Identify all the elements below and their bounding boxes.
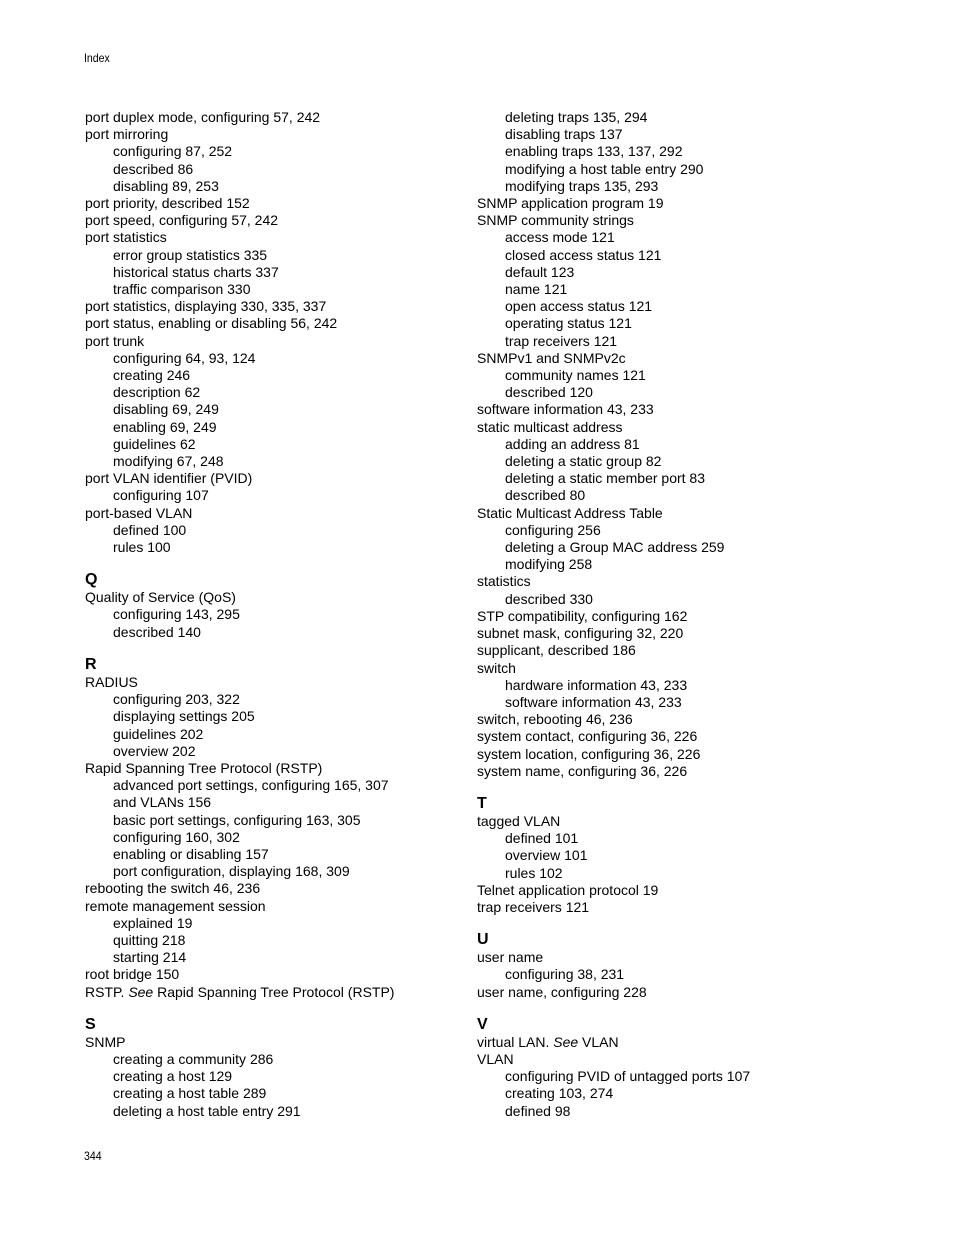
index-entry: static multicast address [477, 418, 623, 435]
index-entry: system name, configuring 36, 226 [477, 762, 688, 779]
index-entry: port status, enabling or disabling 56, 242 [85, 315, 338, 332]
index-subentry: operating status 121 [505, 315, 632, 332]
index-subentry: modifying traps 135, 293 [505, 177, 659, 194]
index-subentry: configuring 87, 252 [113, 143, 233, 160]
index-subentry: creating 103, 274 [505, 1085, 614, 1102]
section-letter: S [85, 1015, 96, 1033]
index-subentry: disabling 69, 249 [113, 401, 219, 418]
index-subentry: defined 98 [505, 1102, 571, 1119]
index-subentry: and VLANs 156 [113, 794, 212, 811]
index-subentry: modifying 258 [505, 556, 593, 573]
index-subentry: described 330 [505, 590, 593, 607]
index-subentry: modifying a host table entry 290 [505, 160, 704, 177]
index-entry: SNMPv1 and SNMPv2c [477, 349, 626, 366]
index-entry: trap receivers 121 [477, 898, 590, 915]
section-letter: U [477, 931, 489, 949]
index-subentry: described 140 [113, 623, 201, 640]
see-target: Rapid Spanning Tree Protocol (RSTP) [153, 983, 395, 1000]
index-subentry: creating a host 129 [113, 1068, 233, 1085]
index-subentry: advanced port settings, configuring 165, 307 [113, 777, 389, 794]
section-letter: V [477, 1015, 488, 1033]
index-subentry: description 62 [113, 384, 201, 401]
index-subentry: deleting a host table entry 291 [113, 1102, 301, 1119]
index-subentry: configuring 203, 322 [113, 691, 240, 708]
see-keyword: See [553, 1033, 579, 1050]
index-entry: port trunk [85, 332, 145, 349]
index-subentry: overview 202 [113, 742, 196, 759]
index-subentry: port configuration, displaying 168, 309 [113, 863, 350, 880]
index-subentry: enabling or disabling 157 [113, 845, 269, 862]
index-subentry: enabling traps 133, 137, 292 [505, 143, 683, 160]
index-column-right [477, 109, 857, 1120]
index-subentry: described 80 [505, 487, 586, 504]
index-subentry: trap receivers 121 [505, 332, 618, 349]
index-subentry: name 121 [505, 281, 568, 298]
index-column-left [85, 109, 465, 1120]
page-header: Index [84, 51, 110, 65]
page-number: 344 [84, 1149, 102, 1163]
index-subentry: configuring PVID of untagged ports 107 [505, 1068, 751, 1085]
index-entry-see-reference [477, 1034, 857, 1051]
index-entry: port priority, described 152 [85, 195, 250, 212]
index-subentry: described 120 [505, 384, 593, 401]
index-subentry: creating 246 [113, 367, 191, 384]
index-subentry: explained 19 [113, 914, 193, 931]
index-entry: SNMP [85, 1033, 126, 1050]
index-subentry: configuring 160, 302 [113, 828, 240, 845]
index-subentry: disabling traps 137 [505, 126, 623, 143]
index-entry: port duplex mode, configuring 57, 242 [85, 109, 321, 125]
index-entry: user name [477, 949, 544, 966]
index-entry: SNMP application program 19 [477, 195, 664, 212]
index-subentry: configuring 38, 231 [505, 966, 625, 983]
index-subentry: adding an address 81 [505, 435, 640, 452]
index-entry: statistics [477, 573, 531, 590]
index-entry: user name, configuring 228 [477, 983, 647, 1000]
index-entry: SNMP community strings [477, 212, 634, 229]
index-subentry: configuring 143, 295 [113, 606, 240, 623]
index-entry: Rapid Spanning Tree Protocol (RSTP) [85, 759, 323, 776]
index-subentry: historical status charts 337 [113, 263, 279, 280]
index-entry: root bridge 150 [85, 966, 180, 983]
see-target: VLAN [578, 1033, 619, 1050]
index-subentry: creating a community 286 [113, 1050, 274, 1067]
index-entry: switch, rebooting 46, 236 [477, 711, 633, 728]
index-subentry: deleting traps 135, 294 [505, 109, 648, 125]
index-entry: RADIUS [85, 673, 138, 690]
index-subentry: creating a host table 289 [113, 1085, 267, 1102]
see-keyword: See [128, 983, 154, 1000]
index-entry: STP compatibility, configuring 162 [477, 607, 688, 624]
section-letter: R [85, 655, 97, 673]
index-subentry: hardware information 43, 233 [505, 676, 688, 693]
index-entry: VLAN [477, 1050, 514, 1067]
index-subentry: modifying 67, 248 [113, 453, 224, 470]
index-subentry: configuring 64, 93, 124 [113, 349, 256, 366]
index-subentry: defined 101 [505, 830, 579, 847]
index-subentry: overview 101 [505, 847, 588, 864]
see-prefix: virtual LAN. [477, 1033, 554, 1050]
index-entry: subnet mask, configuring 32, 220 [477, 625, 684, 642]
index-entry: port speed, configuring 57, 242 [85, 212, 279, 229]
index-subentry: software information 43, 233 [505, 693, 682, 710]
section-letter: Q [85, 571, 98, 589]
index-subentry: enabling 69, 249 [113, 418, 217, 435]
index-entry: Telnet application protocol 19 [477, 881, 659, 898]
index-subentry: displaying settings 205 [113, 708, 255, 725]
index-subentry: default 123 [505, 263, 575, 280]
index-entry: switch [477, 659, 516, 676]
index-entry-see-reference [85, 984, 465, 1001]
index-subentry: access mode 121 [505, 229, 615, 246]
index-subentry: community names 121 [505, 367, 646, 384]
index-subentry: error group statistics 335 [113, 246, 268, 263]
index-entry: port mirroring [85, 126, 169, 143]
index-subentry: configuring 107 [113, 487, 209, 504]
index-entry: Quality of Service (QoS) [85, 589, 236, 606]
index-entry: tagged VLAN [477, 812, 561, 829]
index-subentry: deleting a Group MAC address 259 [505, 539, 725, 556]
index-entry: port VLAN identifier (PVID) [85, 470, 253, 487]
index-subentry: defined 100 [113, 521, 187, 538]
index-subentry: quitting 218 [113, 931, 186, 948]
index-subentry: rules 102 [505, 864, 563, 881]
index-subentry: traffic comparison 330 [113, 281, 251, 298]
index-subentry: guidelines 202 [113, 725, 204, 742]
index-subentry: closed access status 121 [505, 246, 662, 263]
index-subentry: deleting a static group 82 [505, 453, 662, 470]
index-entry: supplicant, described 186 [477, 642, 636, 659]
see-prefix: RSTP. [85, 983, 129, 1000]
index-subentry: guidelines 62 [113, 435, 196, 452]
index-subentry: deleting a static member port 83 [505, 470, 705, 487]
index-subentry: rules 100 [113, 539, 171, 556]
index-subentry: basic port settings, configuring 163, 305 [113, 811, 361, 828]
index-entry: remote management session [85, 897, 266, 914]
index-entry: Static Multicast Address Table [477, 504, 663, 521]
index-entry: software information 43, 233 [477, 401, 654, 418]
index-entry: system location, configuring 36, 226 [477, 745, 701, 762]
index-subentry: configuring 256 [505, 521, 601, 538]
index-entry: port statistics [85, 229, 167, 246]
index-subentry: described 86 [113, 160, 194, 177]
index-subentry: starting 214 [113, 949, 187, 966]
index-subentry: open access status 121 [505, 298, 653, 315]
section-letter: T [477, 794, 487, 812]
index-entry: port statistics, displaying 330, 335, 337 [85, 298, 327, 315]
index-entry: port-based VLAN [85, 504, 193, 521]
index-entry: system contact, configuring 36, 226 [477, 728, 698, 745]
index-subentry: disabling 89, 253 [113, 177, 219, 194]
index-entry: rebooting the switch 46, 236 [85, 880, 261, 897]
